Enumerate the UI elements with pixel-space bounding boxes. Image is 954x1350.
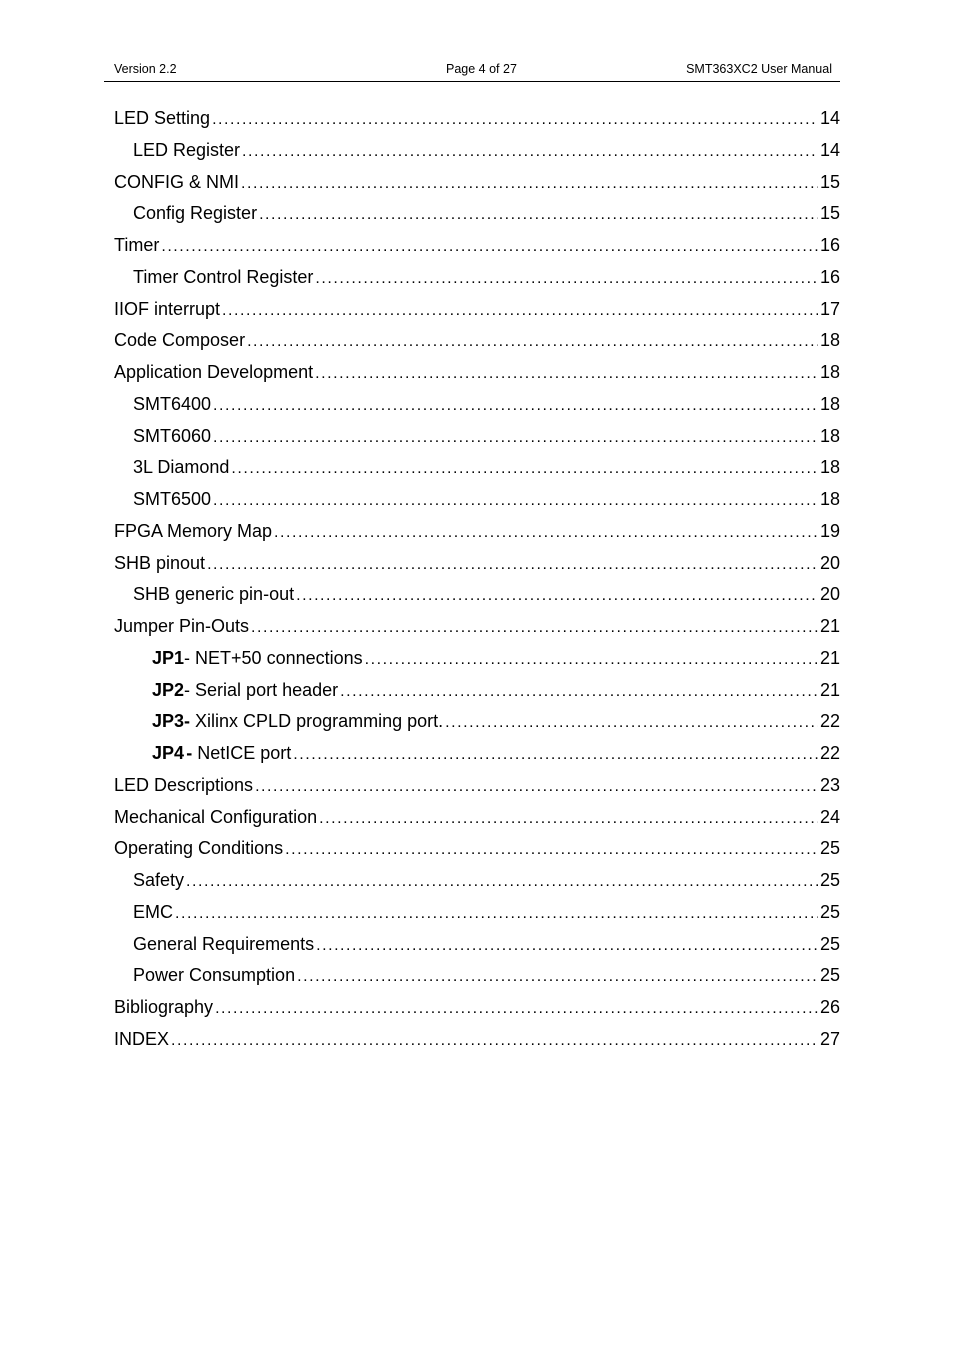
toc-entry-label: INDEX <box>114 1028 170 1049</box>
dot-leader <box>207 548 818 580</box>
toc-entry-page-number: 18 <box>819 489 840 509</box>
table-of-contents <box>114 103 840 1056</box>
toc-entry[interactable] <box>114 325 840 357</box>
toc-entry-label: SMT6500 <box>133 489 212 509</box>
toc-entry-dash: - <box>184 647 191 668</box>
toc-entry[interactable] <box>114 548 840 580</box>
toc-entry-label: Operating Conditions <box>114 838 284 859</box>
toc-entry-page-number: 20 <box>819 552 840 573</box>
toc-entry-page-number: 23 <box>819 774 840 795</box>
toc-entry-label: SHB generic pin-out <box>133 584 295 605</box>
toc-entry-page-number: 25 <box>819 870 840 890</box>
toc-entry-dash: - <box>186 743 193 763</box>
toc-entry-page-number: 15 <box>819 171 840 192</box>
toc-entry-label: LED Register <box>133 139 241 160</box>
dot-leader <box>340 675 818 707</box>
toc-entry-label: Mechanical Configuration <box>114 806 318 827</box>
dot-leader <box>175 897 818 929</box>
toc-entry-page-number: 14 <box>819 108 840 128</box>
toc-entry[interactable] <box>114 516 840 548</box>
toc-entry-label: Timer Control Register <box>133 266 314 287</box>
toc-entry-page-number: 27 <box>819 1028 840 1049</box>
toc-entry-label: General Requirements <box>133 933 315 954</box>
toc-entry[interactable] <box>114 103 840 135</box>
dot-leader <box>171 1024 818 1056</box>
toc-entry[interactable] <box>114 421 840 453</box>
toc-entry[interactable] <box>114 643 840 675</box>
toc-entry[interactable] <box>114 802 840 834</box>
toc-entry[interactable] <box>114 135 840 167</box>
toc-entry-page-number: 20 <box>819 584 840 605</box>
toc-entry[interactable] <box>114 992 840 1024</box>
toc-entry-page-number: 24 <box>819 806 840 827</box>
dot-leader <box>315 262 818 294</box>
toc-entry-code: JP3 <box>152 711 185 732</box>
toc-entry-page-number: 25 <box>819 901 840 922</box>
dot-leader <box>231 452 818 484</box>
toc-entry[interactable] <box>114 960 840 992</box>
toc-entry-label: Bibliography <box>114 997 214 1017</box>
toc-entry-page-number: 18 <box>819 362 840 382</box>
toc-entry-page-number: 14 <box>819 139 840 160</box>
toc-entry-page-number: 17 <box>819 298 840 319</box>
toc-entry-label: Config Register <box>133 203 258 224</box>
toc-entry[interactable] <box>114 738 840 770</box>
toc-entry-label: FPGA Memory Map <box>114 520 273 541</box>
toc-entry-label: EMC <box>133 901 173 922</box>
header-document-title: SMT363XC2 User Manual <box>686 62 832 76</box>
dot-leader <box>255 770 818 802</box>
toc-entry-label: Jumper Pin-Outs <box>114 616 250 636</box>
dot-leader <box>213 484 818 516</box>
toc-entry[interactable] <box>114 198 840 230</box>
toc-entry[interactable] <box>114 484 840 516</box>
toc-entry-page-number: 18 <box>819 425 840 446</box>
toc-entry-page-number: 21 <box>819 679 840 700</box>
dot-leader <box>445 706 818 738</box>
dot-leader <box>241 167 818 199</box>
toc-entry-page-number: 18 <box>819 457 840 478</box>
dot-leader <box>319 802 818 834</box>
header-page-number: Page 4 of 27 <box>446 62 517 76</box>
toc-entry-page-number: 16 <box>819 266 840 287</box>
dot-leader <box>251 611 818 643</box>
toc-entry-label: Power Consumption <box>133 965 296 986</box>
toc-entry-page-number: 18 <box>819 393 840 414</box>
toc-entry-page-number: 21 <box>819 647 840 668</box>
dot-leader <box>222 294 818 326</box>
toc-entry[interactable] <box>114 675 840 707</box>
toc-entry-label: SMT6400 <box>133 393 212 414</box>
toc-entry-code: JP1 <box>152 647 185 668</box>
toc-entry[interactable] <box>114 929 840 961</box>
toc-entry[interactable] <box>114 770 840 802</box>
toc-entry-page-number: 22 <box>819 711 840 732</box>
toc-entry[interactable] <box>114 865 840 897</box>
toc-entry-label: SHB pinout <box>114 552 206 573</box>
toc-entry-label: IIOF interrupt <box>114 298 221 319</box>
dot-leader <box>293 738 818 770</box>
toc-entry[interactable] <box>114 230 840 262</box>
dot-leader <box>365 643 818 675</box>
dot-leader <box>274 516 818 548</box>
toc-entry-page-number: 15 <box>819 203 840 224</box>
header-version: Version 2.2 <box>114 62 177 76</box>
toc-entry-label: Serial port header <box>190 679 339 700</box>
toc-entry-label: 3L Diamond <box>133 457 230 478</box>
toc-entry[interactable] <box>114 897 840 929</box>
dot-leader <box>161 230 818 262</box>
toc-entry-page-number: 16 <box>819 235 840 255</box>
toc-entry[interactable] <box>114 1024 840 1056</box>
toc-entry[interactable] <box>114 294 840 326</box>
dot-leader <box>247 325 818 357</box>
toc-entry[interactable] <box>114 706 840 738</box>
toc-entry-label: LED Descriptions <box>114 774 254 795</box>
dot-leader <box>213 389 818 421</box>
dot-leader <box>296 579 818 611</box>
toc-entry[interactable] <box>114 262 840 294</box>
toc-entry[interactable] <box>114 452 840 484</box>
toc-entry-label: NetICE port <box>192 743 292 763</box>
dot-leader <box>213 421 818 453</box>
dot-leader <box>316 929 818 961</box>
toc-entry[interactable] <box>114 579 840 611</box>
toc-entry-dash: - <box>184 679 191 700</box>
toc-entry-code: JP4 <box>152 743 185 763</box>
toc-entry-label: Xilinx CPLD programming port. <box>190 711 444 732</box>
dot-leader <box>285 833 818 865</box>
toc-entry-page-number: 25 <box>819 933 840 954</box>
toc-entry-label: Safety <box>133 870 185 890</box>
page-header <box>104 61 840 82</box>
toc-entry-page-number: 26 <box>819 997 840 1017</box>
toc-entry-code: JP2 <box>152 679 185 700</box>
toc-entry-label: Application Development <box>114 362 314 382</box>
toc-entry-label: CONFIG & NMI <box>114 171 239 192</box>
dot-leader <box>212 103 818 135</box>
toc-entry-page-number: 18 <box>819 330 840 351</box>
toc-entry-label: Code Composer <box>114 330 246 351</box>
toc-entry[interactable] <box>114 357 840 389</box>
toc-entry[interactable] <box>114 167 840 199</box>
toc-entry-dash: - <box>184 711 191 732</box>
toc-entry-page-number: 19 <box>819 520 840 541</box>
toc-entry-label: Timer <box>114 235 160 255</box>
dot-leader <box>297 960 818 992</box>
toc-entry[interactable] <box>114 833 840 865</box>
dot-leader <box>315 357 818 389</box>
toc-entry-page-number: 25 <box>819 838 840 859</box>
toc-entry[interactable] <box>114 611 840 643</box>
toc-entry-page-number: 22 <box>819 743 840 763</box>
toc-entry-label: SMT6060 <box>133 425 212 446</box>
dot-leader <box>242 135 818 167</box>
dot-leader <box>186 865 818 897</box>
toc-entry-label: NET+50 connections <box>190 647 363 668</box>
dot-leader <box>259 198 818 230</box>
toc-entry-label: LED Setting <box>114 108 211 128</box>
toc-entry-page-number: 25 <box>819 965 840 986</box>
toc-entry[interactable] <box>114 389 840 421</box>
toc-entry-page-number: 21 <box>819 616 840 636</box>
dot-leader <box>215 992 818 1024</box>
